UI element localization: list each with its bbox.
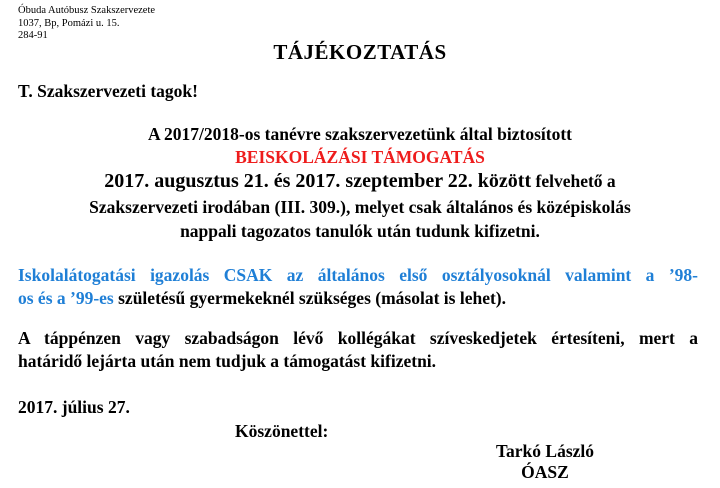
notice-requirement: születésű gyermekeknél szükséges (másolat is lehet). bbox=[113, 288, 506, 308]
reminder-line-2: határidő lejárta után nem tudjuk a támogatást kifizetni. bbox=[18, 351, 437, 371]
announcement-line-4: Szakszervezeti irodában (III. 309.), melyet csak általános és középiskolás bbox=[89, 197, 631, 217]
notice-paragraph bbox=[18, 264, 698, 310]
announcement-dates: 2017. augusztus 21. és 2017. szeptember 22. között bbox=[104, 170, 532, 192]
announcement-pickup: felvehető a bbox=[531, 171, 616, 191]
reminder-line-1: A táppénzen vagy szabadságon lévő kollégákat szíveskedjetek értesíteni, mert a bbox=[18, 328, 698, 348]
document-date: 2017. július 27. bbox=[18, 397, 130, 417]
notice-line-2 bbox=[18, 287, 698, 310]
organization-header bbox=[18, 5, 155, 43]
announcement-line-1: A 2017/2018-os tanévre szakszervezetünk által biztosított bbox=[148, 124, 572, 144]
notice-line-1: Iskolalátogatási igazolás CSAK az általános első osztályosoknál valamint a ’98- bbox=[18, 265, 698, 285]
document-title: TÁJÉKOZTATÁS bbox=[273, 40, 447, 64]
announcement-line-3 bbox=[0, 170, 720, 193]
signer-organization: ÓASZ bbox=[521, 462, 569, 482]
salutation: T. Szakszervezeti tagok! bbox=[18, 81, 198, 101]
organization-name: Óbuda Autóbusz Szakszervezete bbox=[18, 5, 156, 16]
organization-address: 1037, Bp, Pomázi u. 15. bbox=[18, 17, 120, 29]
closing-thanks: Köszönettel: bbox=[235, 421, 329, 441]
announcement-line-5: nappali tagozatos tanulók után tudunk kifizetni. bbox=[180, 221, 540, 241]
organization-code: 284-91 bbox=[18, 30, 48, 41]
reminder-paragraph bbox=[18, 327, 698, 373]
signer-name: Tarkó László bbox=[495, 441, 595, 461]
notice-years: os és a ’99-es bbox=[18, 288, 114, 308]
announcement-highlight: BEISKOLÁZÁSI TÁMOGATÁS bbox=[235, 147, 485, 167]
